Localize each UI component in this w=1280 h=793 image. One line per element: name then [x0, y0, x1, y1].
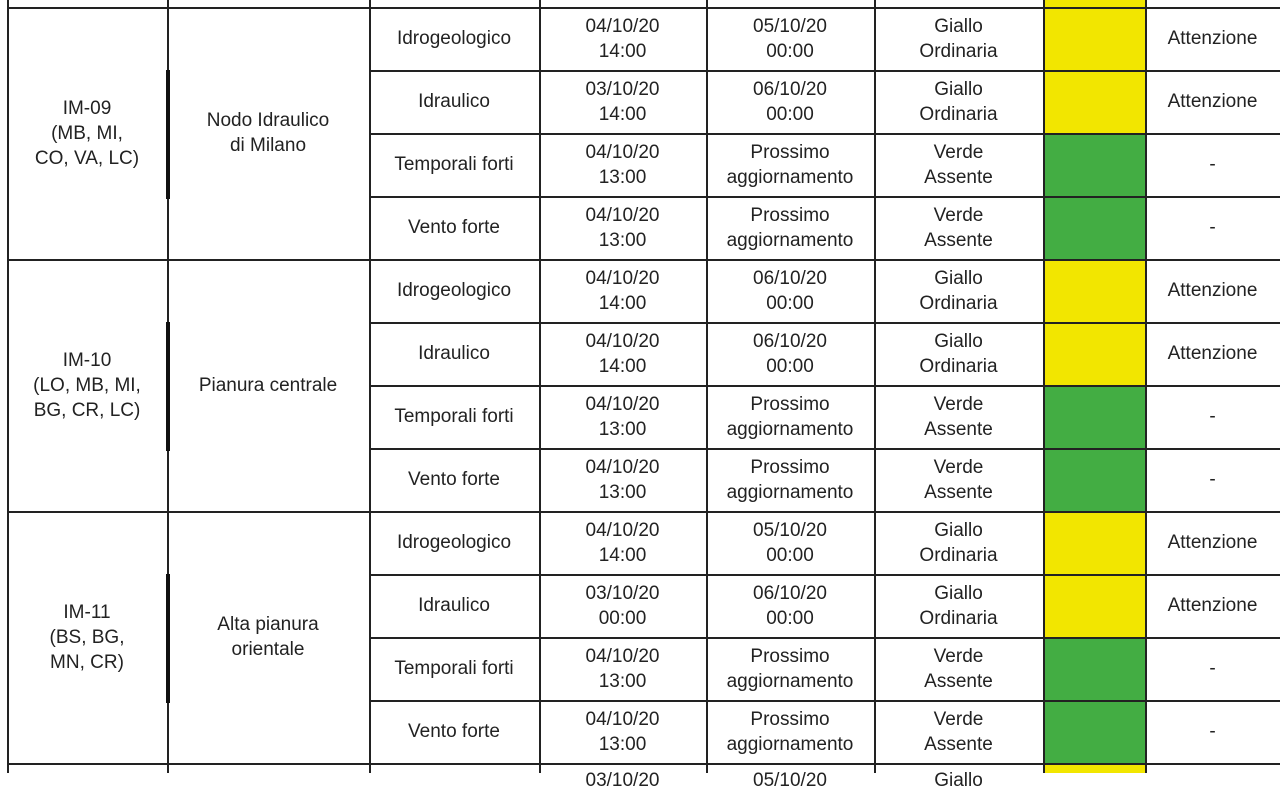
criticality-cell-line-2: Assente — [924, 733, 993, 755]
criticality-cell — [874, 196, 1043, 259]
grid-line-horizontal — [369, 196, 1280, 198]
end-datetime-cell-line-1: 06/10/20 — [753, 582, 827, 604]
end-datetime-cell — [706, 259, 874, 322]
partial-criticality-text: Giallo — [934, 770, 983, 791]
end-datetime-cell-line-2: aggiornamento — [726, 670, 854, 692]
criticality-cell-line-2: Ordinaria — [919, 40, 998, 62]
start-datetime-cell — [539, 574, 706, 637]
start-datetime-cell-line-1: 03/10/20 — [585, 582, 660, 604]
criticality-cell-line-1: Verde — [933, 204, 984, 226]
severity-color-swatch — [1043, 385, 1145, 448]
zone-name-cell-line-1: Pianura centrale — [198, 374, 338, 396]
severity-color-swatch — [1043, 196, 1145, 259]
alert-level-cell: Attenzione — [1167, 91, 1258, 112]
end-datetime-cell-line-2: aggiornamento — [726, 481, 854, 503]
start-datetime-cell-line-1: 04/10/20 — [585, 456, 660, 478]
start-datetime-cell — [539, 448, 706, 511]
severity-color-swatch — [1043, 448, 1145, 511]
grid-line-horizontal — [369, 574, 1280, 576]
criticality-cell-line-2: Assente — [924, 166, 993, 188]
zone-cell — [7, 259, 167, 511]
end-datetime-cell — [706, 196, 874, 259]
partial-criticality — [874, 764, 1043, 791]
end-datetime-cell — [706, 511, 874, 574]
end-datetime-cell-line-2: 00:00 — [766, 292, 814, 314]
start-datetime-cell-line-2: 13:00 — [598, 733, 647, 755]
criticality-cell-line-1: Verde — [933, 645, 984, 667]
end-datetime-cell-line-1: 06/10/20 — [753, 78, 827, 100]
criticality-cell-line-1: Giallo — [934, 15, 983, 37]
start-datetime-cell — [539, 196, 706, 259]
start-datetime-cell — [539, 700, 706, 763]
end-datetime-cell-line-2: 00:00 — [766, 40, 814, 62]
risk-type-cell: Vento forte — [408, 217, 500, 238]
grid-line-vertical — [874, 0, 876, 773]
severity-color-swatch — [1043, 637, 1145, 700]
criticality-cell — [874, 259, 1043, 322]
zone-provinces: (LO, MB, MI, — [33, 374, 141, 396]
severity-color-swatch — [1043, 259, 1145, 322]
alert-level-cell: Attenzione — [1167, 532, 1258, 553]
start-datetime-cell-line-2: 13:00 — [598, 670, 647, 692]
end-datetime-cell — [706, 70, 874, 133]
severity-color-swatch — [1043, 7, 1145, 70]
criticality-cell-line-2: Assente — [924, 229, 993, 251]
partial-end-date-text: 05/10/20 — [753, 770, 827, 791]
risk-type-cell: Idrogeologico — [396, 28, 512, 49]
criticality-cell-line-2: Ordinaria — [919, 607, 998, 629]
start-datetime-cell-line-1: 04/10/20 — [585, 708, 660, 730]
start-datetime-cell-line-1: 04/10/20 — [585, 204, 660, 226]
criticality-cell-line-2: Assente — [924, 670, 993, 692]
grid-line-vertical — [7, 0, 9, 773]
risk-type-cell: Idrogeologico — [396, 280, 512, 301]
severity-color-swatch — [1043, 511, 1145, 574]
grid-line-horizontal — [369, 322, 1280, 324]
risk-type-cell: Idrogeologico — [396, 532, 512, 553]
end-datetime-cell-line-2: 00:00 — [766, 544, 814, 566]
zone-code: IM-09 — [62, 97, 112, 119]
grid-line-horizontal — [369, 700, 1280, 702]
zone-cell — [7, 7, 167, 259]
grid-line-vertical — [369, 0, 371, 773]
start-datetime-cell-line-2: 14:00 — [598, 103, 647, 125]
grid-line-horizontal — [369, 637, 1280, 639]
start-datetime-cell-line-2: 13:00 — [598, 418, 647, 440]
grid-line-vertical — [1043, 0, 1045, 773]
zone-name-accent-border — [166, 574, 170, 703]
criticality-cell-line-1: Verde — [933, 393, 984, 415]
end-datetime-cell — [706, 133, 874, 196]
grid-line-vertical — [706, 0, 708, 773]
risk-type-cell: Idraulico — [418, 91, 490, 112]
start-datetime-cell-line-1: 03/10/20 — [585, 78, 660, 100]
partial-start-date — [539, 764, 706, 791]
severity-color-swatch — [1043, 70, 1145, 133]
grid-line-horizontal — [7, 7, 1280, 9]
risk-type-cell: Idraulico — [418, 595, 490, 616]
risk-type-cell: Temporali forti — [394, 406, 514, 427]
criticality-cell-line-1: Giallo — [934, 582, 983, 604]
alert-level-cell: - — [1209, 154, 1216, 175]
start-datetime-cell-line-1: 04/10/20 — [585, 267, 660, 289]
end-datetime-cell-line-1: Prossimo — [750, 204, 830, 226]
start-datetime-cell-line-2: 13:00 — [598, 481, 647, 503]
criticality-cell-line-2: Assente — [924, 418, 993, 440]
zone-name-cell — [167, 511, 369, 763]
start-datetime-cell-line-2: 13:00 — [598, 166, 647, 188]
end-datetime-cell-line-1: 05/10/20 — [753, 15, 827, 37]
end-datetime-cell-line-2: 00:00 — [766, 355, 814, 377]
end-datetime-cell — [706, 637, 874, 700]
criticality-cell-line-1: Verde — [933, 456, 984, 478]
start-datetime-cell-line-2: 14:00 — [598, 292, 647, 314]
criticality-cell-line-2: Assente — [924, 481, 993, 503]
partial-end-date — [706, 764, 874, 791]
start-datetime-cell-line-1: 04/10/20 — [585, 645, 660, 667]
alert-level-cell: Attenzione — [1167, 28, 1258, 49]
end-datetime-cell-line-2: 00:00 — [766, 103, 814, 125]
start-datetime-cell-line-2: 13:00 — [598, 229, 647, 251]
zone-name-cell-line-1: Alta pianura — [217, 614, 319, 635]
end-datetime-cell-line-2: aggiornamento — [726, 229, 854, 251]
zone-name-cell-line-2: orientale — [231, 639, 305, 660]
start-datetime-cell-line-1: 04/10/20 — [585, 393, 660, 415]
criticality-cell-line-1: Giallo — [934, 78, 983, 100]
zone-name-cell-line-2: di Milano — [229, 135, 307, 156]
alert-level-cell: Attenzione — [1167, 280, 1258, 301]
start-datetime-cell-line-1: 04/10/20 — [585, 330, 660, 352]
alert-level-cell: - — [1209, 721, 1216, 742]
end-datetime-cell — [706, 700, 874, 763]
grid-line-horizontal — [369, 70, 1280, 72]
grid-line-vertical — [1145, 0, 1147, 773]
end-datetime-cell-line-1: Prossimo — [750, 456, 830, 478]
criticality-cell-line-2: Ordinaria — [919, 103, 998, 125]
grid-line-horizontal — [369, 448, 1280, 450]
zone-provinces: CO, VA, LC) — [34, 147, 140, 169]
end-datetime-cell — [706, 385, 874, 448]
severity-color-swatch — [1043, 574, 1145, 637]
start-datetime-cell-line-1: 04/10/20 — [585, 141, 660, 163]
alert-level-cell: - — [1209, 469, 1216, 490]
grid-line-horizontal — [7, 511, 1280, 513]
criticality-cell — [874, 637, 1043, 700]
zone-code: IM-10 — [62, 349, 112, 371]
end-datetime-cell-line-1: 06/10/20 — [753, 267, 827, 289]
start-datetime-cell-line-2: 14:00 — [598, 355, 647, 377]
end-datetime-cell-line-2: aggiornamento — [726, 418, 854, 440]
criticality-cell-line-1: Giallo — [934, 267, 983, 289]
alert-level-cell: Attenzione — [1167, 343, 1258, 364]
severity-color-swatch — [1043, 0, 1145, 7]
start-datetime-cell-line-1: 04/10/20 — [585, 15, 660, 37]
start-datetime-cell-line-2: 14:00 — [598, 40, 647, 62]
criticality-cell — [874, 700, 1043, 763]
grid-line-horizontal — [7, 763, 1280, 765]
end-datetime-cell — [706, 7, 874, 70]
zone-name-accent-border — [166, 70, 170, 199]
zone-name-cell — [167, 7, 369, 259]
end-datetime-cell — [706, 574, 874, 637]
start-datetime-cell — [539, 7, 706, 70]
criticality-cell — [874, 133, 1043, 196]
criticality-cell-line-2: Ordinaria — [919, 292, 998, 314]
start-datetime-cell — [539, 637, 706, 700]
alert-level-cell: - — [1209, 406, 1216, 427]
end-datetime-cell-line-1: Prossimo — [750, 645, 830, 667]
criticality-cell-line-1: Giallo — [934, 330, 983, 352]
end-datetime-cell-line-1: Prossimo — [750, 141, 830, 163]
severity-color-swatch — [1043, 764, 1145, 773]
start-datetime-cell — [539, 259, 706, 322]
risk-type-cell: Vento forte — [408, 469, 500, 490]
criticality-cell-line-1: Verde — [933, 141, 984, 163]
severity-color-swatch — [1043, 133, 1145, 196]
start-datetime-cell-line-2: 14:00 — [598, 544, 647, 566]
start-datetime-cell — [539, 322, 706, 385]
criticality-cell — [874, 70, 1043, 133]
zone-provinces: MN, CR) — [50, 651, 124, 673]
severity-color-swatch — [1043, 322, 1145, 385]
start-datetime-cell-line-2: 00:00 — [598, 607, 647, 629]
grid-line-horizontal — [369, 133, 1280, 135]
grid-line-horizontal — [7, 259, 1280, 261]
end-datetime-cell-line-2: 00:00 — [766, 607, 814, 629]
start-datetime-cell — [539, 511, 706, 574]
end-datetime-cell-line-1: Prossimo — [750, 393, 830, 415]
risk-type-cell: Temporali forti — [394, 154, 514, 175]
zone-provinces: BG, CR, LC) — [33, 399, 141, 421]
criticality-cell-line-2: Ordinaria — [919, 355, 998, 377]
severity-color-swatch — [1043, 700, 1145, 763]
zone-provinces: (BS, BG, — [49, 626, 125, 648]
risk-type-cell: Idraulico — [418, 343, 490, 364]
start-datetime-cell — [539, 385, 706, 448]
criticality-cell-line-1: Verde — [933, 708, 984, 730]
zone-code: IM-11 — [63, 601, 111, 623]
risk-type-cell: Temporali forti — [394, 658, 514, 679]
criticality-cell-line-1: Giallo — [934, 519, 983, 541]
end-datetime-cell — [706, 448, 874, 511]
end-datetime-cell-line-1: 05/10/20 — [753, 519, 827, 541]
zone-name-cell-line-1: Nodo Idraulico — [206, 110, 330, 131]
end-datetime-cell-line-2: aggiornamento — [726, 733, 854, 755]
end-datetime-cell-line-2: aggiornamento — [726, 166, 854, 188]
criticality-cell — [874, 574, 1043, 637]
alert-level-cell: - — [1209, 658, 1216, 679]
grid-line-vertical — [539, 0, 541, 773]
risk-type-cell: Vento forte — [408, 721, 500, 742]
partial-start-date-text: 03/10/20 — [585, 770, 660, 791]
criticality-cell — [874, 511, 1043, 574]
end-datetime-cell-line-1: Prossimo — [750, 708, 830, 730]
start-datetime-cell — [539, 70, 706, 133]
criticality-cell — [874, 385, 1043, 448]
criticality-cell — [874, 7, 1043, 70]
criticality-cell — [874, 448, 1043, 511]
zone-provinces: (MB, MI, — [51, 122, 123, 144]
alert-level-cell: Attenzione — [1167, 595, 1258, 616]
start-datetime-cell — [539, 133, 706, 196]
start-datetime-cell-line-1: 04/10/20 — [585, 519, 660, 541]
criticality-cell-line-2: Ordinaria — [919, 544, 998, 566]
grid-line-horizontal — [369, 385, 1280, 387]
zone-name-cell — [167, 259, 369, 511]
end-datetime-cell-line-1: 06/10/20 — [753, 330, 827, 352]
criticality-cell — [874, 322, 1043, 385]
end-datetime-cell — [706, 322, 874, 385]
zone-name-accent-border — [166, 322, 170, 451]
zone-cell — [7, 511, 167, 763]
alert-level-cell: - — [1209, 217, 1216, 238]
